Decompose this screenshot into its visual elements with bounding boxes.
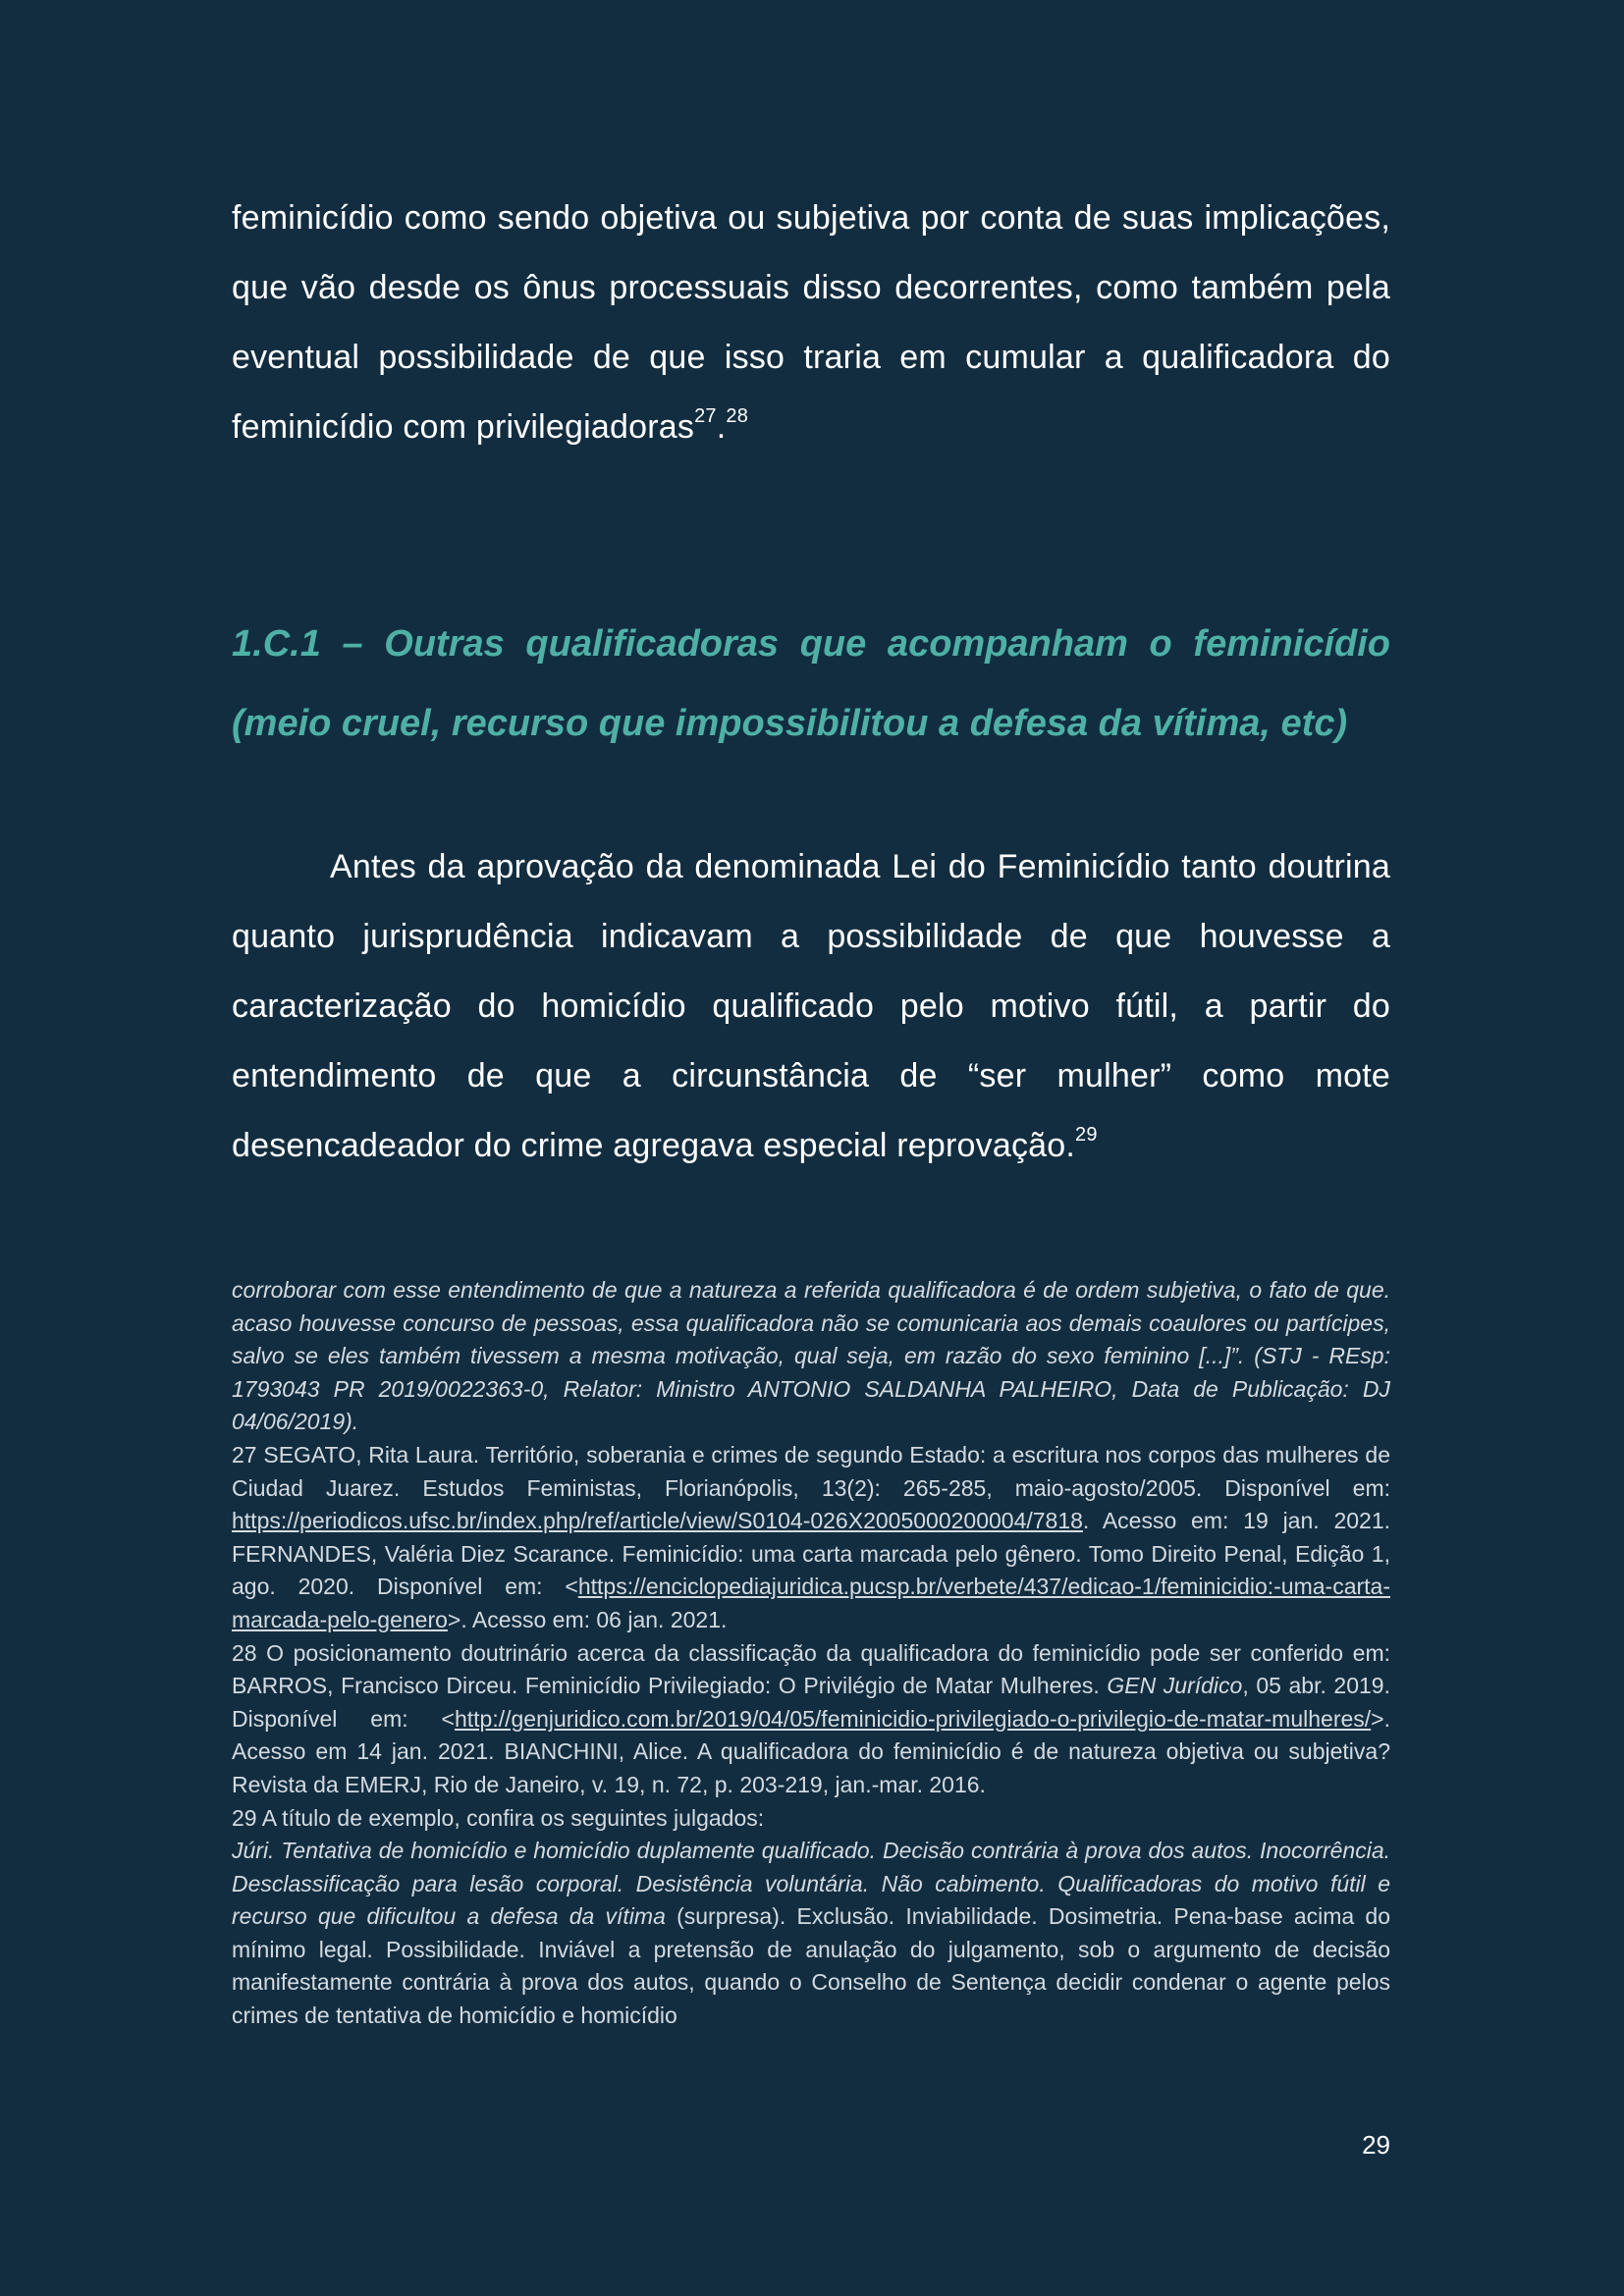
footnote-ref-27[interactable]: 27 — [694, 404, 717, 427]
footnotes-section — [232, 1274, 1390, 2033]
footnote-ref-28[interactable]: 28 — [726, 404, 749, 427]
sentence-period: . — [716, 408, 727, 446]
footnote-27 — [232, 1439, 1390, 1637]
footnote-ref-29[interactable]: 29 — [1075, 1123, 1098, 1146]
footnote-text: , 05 abr. 2019. Disponível em: < — [232, 1673, 1390, 1732]
page-number: 29 — [1362, 2130, 1390, 2160]
footnote-text: . Acesso em: 19 jan. 2021. FERNANDES, Valéria Diez Scarance. Feminicídio: uma carta marcada pelo gênero. Tomo Direito Penal, Edição 1, ago. 2020. Disponível em: < — [232, 1508, 1390, 1600]
body-paragraph — [232, 832, 1390, 1181]
footnote-italic-text: GEN Jurídico — [1107, 1673, 1243, 1699]
footnote-link[interactable]: http://genjuridico.com.br/2019/04/05/feminicidio-privilegiado-o-privilegio-de-matar-mulheres/ — [454, 1705, 1372, 1732]
footnote-text: >. Acesso em 14 jan. 2021. BIANCHINI, Alice. A qualificadora do feminicídio é de natureza objetiva ou subjetiva? Revista da EMERJ, Rio de Janeiro, v. 19, n. 72, p. 203-219, jan.-mar. 2016. — [232, 1705, 1390, 1797]
footnote-text: (surpresa). Exclusão. Inviabilidade. Dosimetria. Pena-base acima do mínimo legal. Possibilidade. Inviável a pretensão de anulação do julgamento, sob o argumento de decisão manifestamente contrária à prova dos autos, quando o Conselho de Sentença decidir condenar o agente pelos crimes de tentativa de homicídio e homicídio — [232, 1903, 1390, 2029]
footnote-italic-text: Júri. Tentativa de homicídio e homicídio duplamente qualificado. Decisão contrária à prova dos autos. Inocorrência. Desclassificação para lesão corporal. Desistência voluntária. Não cabimento. Qualificadoras do motivo fútil e recurso que dificultou a defesa da vítima — [232, 1838, 1390, 1930]
footnote-link[interactable]: https://enciclopediajuridica.pucsp.br/verbete/437/edicao-1/feminicidio:-uma-carta-marcada-pelo-genero — [232, 1574, 1390, 1632]
paragraph-text: Antes da aprovação da denominada Lei do Feminicídio tanto doutrina quanto jurisprudência indicavam a possibilidade de que houvesse a caracterização do homicídio qualificado pelo motivo fútil, a partir do entendimento de que a circunstância de “ser mulher” como mote desencadeador do crime agregava especial reprovação. — [232, 848, 1390, 1164]
footnote-text: >. Acesso em: 06 jan. 2021. — [447, 1606, 728, 1632]
footnote-29-case — [232, 1835, 1390, 2033]
body-paragraph-continued — [232, 184, 1390, 462]
section-heading: 1.C.1 – Outras qualificadoras que acompanham o feminicídio (meio cruel, recurso que impossibilitou a defesa da vítima, etc) — [232, 623, 1390, 744]
footnote-28 — [232, 1637, 1390, 1802]
footnote-continuation — [232, 1274, 1390, 1439]
paragraph-text: feminicídio como sendo objetiva ou subjetiva por conta de suas implicações, que vão desde os ônus processuais disso decorrentes, como também pela eventual possibilidade de que isso traria em cumular a qualificadora do feminicídio com privilegiadoras — [232, 199, 1390, 446]
footnote-italic-text: corroborar com esse entendimento de que a natureza a referida qualificadora é de ordem subjetiva, o fato de que. acaso houvesse concurso de pessoas, essa qualificadora não se comunicaria aos demais coaulores ou partícipes, salvo se eles também tivessem a mesma motivação, qual seja, em razão do sexo feminino [...]”. (STJ - REsp: 1793043 PR 2019/0022363-0, Relator: Ministro ANTONIO SALDANHA PALHEIRO, Data de Publicação: DJ 04/06/2019). — [232, 1277, 1390, 1435]
footnote-link[interactable]: https://periodicos.ufsc.br/index.php/ref/article/view/S0104-026X2005000200004/7818 — [232, 1508, 1083, 1534]
footnote-text: 28 O posicionamento doutrinário acerca da classificação da qualificadora do feminicídio pode ser conferido em: BARROS, Francisco Dirceu. Feminicídio Privilegiado: O Privilégio de Matar Mulheres. — [232, 1639, 1390, 1699]
footnote-text: 27 SEGATO, Rita Laura. Território, soberania e crimes de segundo Estado: a escritura nos corpos das mulheres de Ciudad Juarez. Estudos Feministas, Florianópolis, 13(2): 265-285, maio-agosto/2005. Disponível em: — [232, 1441, 1390, 1501]
footnote-29-intro: 29 A título de exemplo, confira os seguintes julgados: — [232, 1804, 765, 1831]
